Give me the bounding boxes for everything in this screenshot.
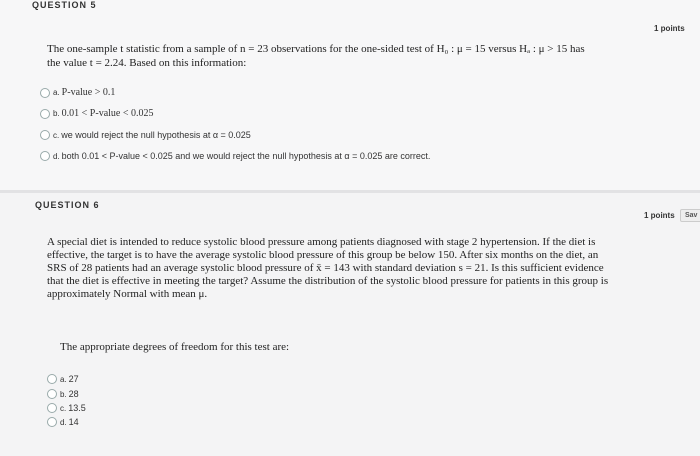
- radio-button[interactable]: [40, 88, 50, 98]
- radio-button[interactable]: [47, 403, 57, 413]
- question-5-title: QUESTION 5: [32, 0, 97, 10]
- radio-button[interactable]: [40, 130, 50, 140]
- question-6-stem-line-1: A special diet is intended to reduce systolic blood pressure among patients diagnosed with stage 2 hypertension. If the diet is: [47, 236, 596, 248]
- option-letter: b.: [53, 109, 60, 118]
- question-6-stem-line-4: that the diet is effective in meeting the target? Assume the distribution of the systolic blood pressure for patients in this group is: [47, 275, 609, 287]
- option-letter: d.: [60, 417, 67, 427]
- question-5-stem-line-1: The one-sample t statistic from a sample of n = 23 observations for the one-sided test of H₀ : μ = 15 versus Hₐ : μ > 15 has: [47, 43, 585, 55]
- question-5-panel: [0, 0, 700, 190]
- question-5-stem-line-2: the value t = 2.24. Based on this information:: [47, 57, 247, 69]
- question-6-stem-line-3: SRS of 28 patients had an average systolic blood pressure of x̄ = 143 with standard deviation s = 21. Is this sufficient evidence: [47, 262, 604, 274]
- option-letter: d.: [53, 151, 60, 161]
- option-letter: a.: [60, 374, 67, 384]
- question-6-prompt: The appropriate degrees of freedom for this test are:: [60, 341, 290, 353]
- option-text: P-value > 0.1: [61, 87, 116, 98]
- radio-button[interactable]: [47, 389, 57, 399]
- question-6-option-d[interactable]: [47, 417, 79, 427]
- option-letter: b.: [60, 389, 67, 399]
- option-text: 27: [68, 374, 79, 384]
- option-letter: a.: [53, 88, 60, 97]
- question-6-option-a[interactable]: [47, 374, 79, 384]
- option-text: both 0.01 < P-value < 0.025 and we would reject the null hypothesis at α = 0.025 are correct.: [61, 151, 431, 161]
- save-answer-button[interactable]: Sav: [680, 209, 700, 222]
- option-letter: c.: [53, 130, 60, 140]
- option-letter: c.: [60, 403, 67, 413]
- radio-button[interactable]: [47, 417, 57, 427]
- question-6-title: QUESTION 6: [35, 200, 100, 210]
- radio-button[interactable]: [47, 374, 57, 384]
- question-6-option-b[interactable]: [47, 389, 79, 399]
- option-text: we would reject the null hypothesis at α = 0.025: [61, 130, 251, 140]
- question-6-points: 1 points: [644, 211, 675, 220]
- option-text: 13.5: [68, 403, 86, 413]
- question-5-option-b[interactable]: [40, 108, 154, 119]
- question-6-option-c[interactable]: [47, 403, 86, 413]
- question-5-option-a[interactable]: [40, 87, 115, 98]
- question-5-points: 1 points: [654, 24, 685, 33]
- option-text: 14: [68, 417, 79, 427]
- question-6-stem-line-2: effective, the target is to have the average systolic blood pressure of this group be below 150. After six months on the diet, an: [47, 249, 599, 261]
- option-text: 0.01 < P-value < 0.025: [61, 108, 154, 119]
- question-5-option-c[interactable]: [40, 130, 251, 140]
- radio-button[interactable]: [40, 109, 50, 119]
- radio-button[interactable]: [40, 151, 50, 161]
- option-text: 28: [68, 389, 79, 399]
- question-divider: [0, 190, 700, 193]
- question-5-option-d[interactable]: [40, 151, 430, 161]
- question-6-stem-line-5: approximately Normal with mean μ.: [47, 288, 208, 300]
